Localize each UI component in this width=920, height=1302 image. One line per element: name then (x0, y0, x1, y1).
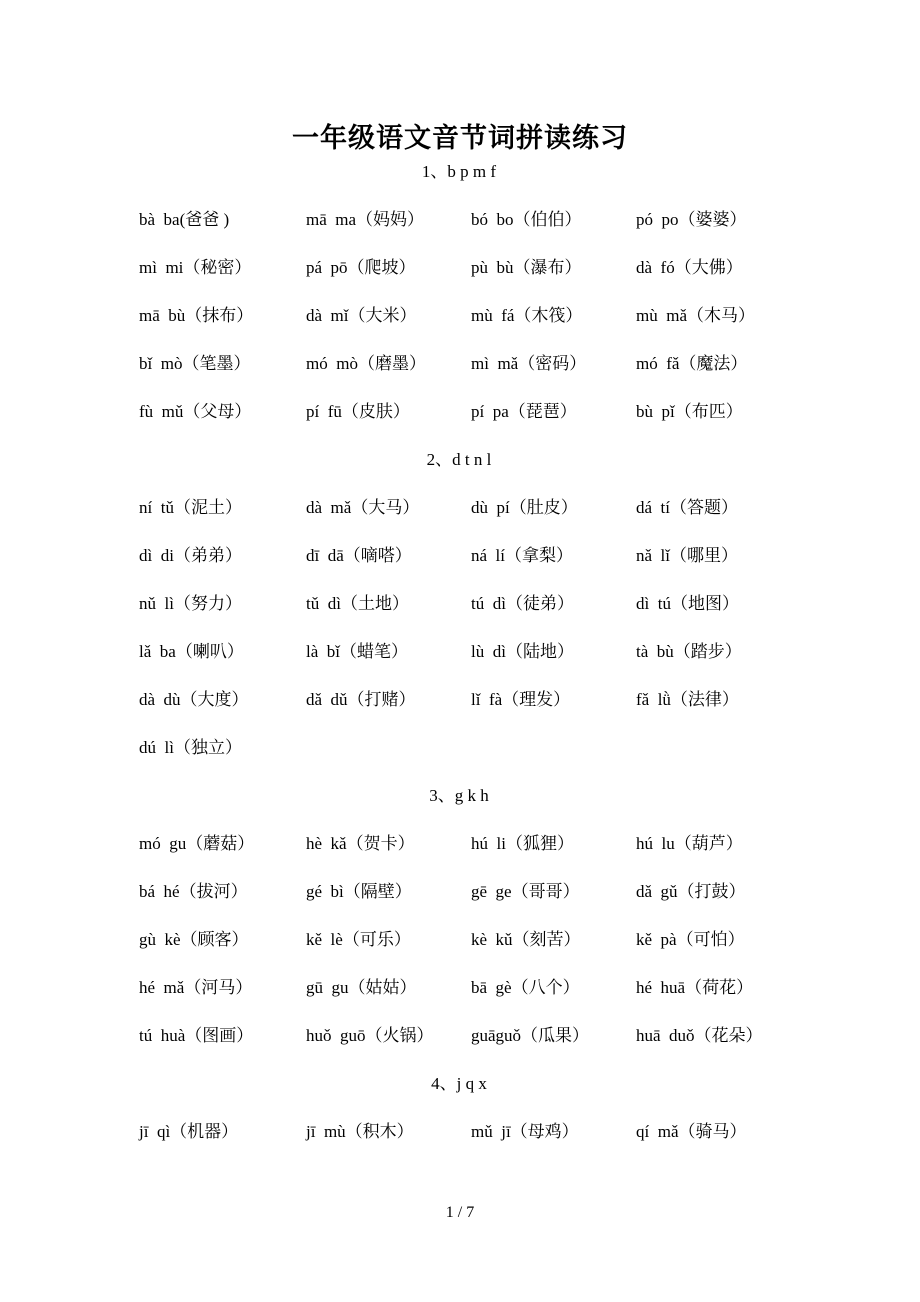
pinyin-word: dá tí（答题） (636, 498, 738, 517)
pinyin-word: pá pō（爬坡） (306, 258, 416, 277)
word-row (139, 388, 819, 436)
document-title: 一年级语文音节词拼读练习 (292, 123, 628, 153)
pinyin-word: fǎ lǜ（法律） (636, 690, 739, 709)
pinyin-word: tú huà（图画） (139, 1026, 254, 1045)
pinyin-word: pó po（婆婆） (636, 210, 747, 229)
word-row (139, 244, 819, 292)
section-heading: 4、j q x (431, 1074, 487, 1093)
pinyin-word: bó bo（伯伯） (471, 210, 582, 229)
pinyin-word: kě lè（可乐） (306, 930, 411, 949)
pinyin-word: mù mǎ（木马） (636, 306, 755, 325)
pinyin-word: tǔ dì（土地） (306, 594, 409, 613)
pinyin-word: gū gu（姑姑） (306, 978, 417, 997)
pinyin-word: là bǐ（蜡笔） (306, 642, 408, 661)
pinyin-word: tà bù（踏步） (636, 642, 742, 661)
pinyin-word: gē ge（哥哥） (471, 882, 580, 901)
pinyin-word: dù pí（肚皮） (471, 498, 578, 517)
section-heading: 3、g k h (429, 786, 489, 805)
word-row (139, 484, 819, 532)
pinyin-word: hé huā（荷花） (636, 978, 754, 997)
word-row (139, 820, 819, 868)
pinyin-word: dà fó（大佛） (636, 258, 743, 277)
pinyin-word: mì mǎ（密码） (471, 354, 587, 373)
pinyin-word: mì mi（秘密） (139, 258, 252, 277)
pinyin-word: lǎ ba（喇叭） (139, 642, 244, 661)
pinyin-word: mó gu（蘑菇） (139, 834, 255, 853)
pinyin-word: pí fū（皮肤） (306, 402, 410, 421)
word-row (139, 340, 819, 388)
pinyin-word: nǔ lì（努力） (139, 594, 242, 613)
pinyin-word: bǐ mò（笔墨） (139, 354, 251, 373)
pinyin-word: mù fá（木筏） (471, 306, 583, 325)
pinyin-word: ná lí（拿梨） (471, 546, 573, 565)
pinyin-word: jī qì（机器） (139, 1122, 239, 1141)
pinyin-word: kè kǔ（刻苦） (471, 930, 581, 949)
pinyin-word: bù pǐ（布匹） (636, 402, 743, 421)
word-row (139, 292, 819, 340)
pinyin-word: mó mò（磨墨） (306, 354, 426, 373)
word-row (139, 916, 819, 964)
pinyin-word: dì tú（地图） (636, 594, 739, 613)
word-row (139, 868, 819, 916)
pinyin-word: dǎ dǔ（打赌） (306, 690, 416, 709)
pinyin-word: tú dì（徒弟） (471, 594, 574, 613)
pinyin-word: hú lu（葫芦） (636, 834, 743, 853)
pinyin-word: hè kǎ（贺卡） (306, 834, 415, 853)
word-row (139, 964, 819, 1012)
pinyin-word: huǒ guō（火锅） (306, 1026, 434, 1045)
pinyin-word: mǔ jī（母鸡） (471, 1122, 579, 1141)
page-number: 1 / 7 (445, 1204, 475, 1221)
pinyin-word: dǎ gǔ（打鼓） (636, 882, 746, 901)
pinyin-word: dà mǎ（大马） (306, 498, 420, 517)
pinyin-word: guāguǒ（瓜果） (471, 1026, 590, 1045)
pinyin-word: fù mǔ（父母） (139, 402, 252, 421)
pinyin-word: bà ba(爸爸 ) (139, 210, 230, 229)
pinyin-word: dà dù（大度） (139, 690, 249, 709)
pinyin-word: dà mǐ（大米） (306, 306, 417, 325)
section-heading: 2、d t n l (426, 450, 492, 469)
word-row (139, 580, 819, 628)
word-row (139, 1012, 819, 1060)
pinyin-word: kě pà（可怕） (636, 930, 745, 949)
pinyin-word: gé bì（隔壁） (306, 882, 412, 901)
word-row (139, 196, 819, 244)
pinyin-word: pù bù（瀑布） (471, 258, 582, 277)
pinyin-word: dì di（弟弟） (139, 546, 242, 565)
pinyin-word: hú li（狐狸） (471, 834, 574, 853)
word-row (139, 1108, 819, 1156)
pinyin-word: gù kè（顾客） (139, 930, 249, 949)
pinyin-word: mó fǎ（魔法） (636, 354, 748, 373)
pinyin-word: huā duǒ（花朵） (636, 1026, 763, 1045)
word-row (139, 532, 819, 580)
pinyin-word: nǎ lǐ（哪里） (636, 546, 738, 565)
exercise-list (139, 148, 819, 1156)
pinyin-word: qí mǎ（骑马） (636, 1122, 747, 1141)
pinyin-word: ní tǔ（泥土） (139, 498, 242, 517)
pinyin-word: lù dì（陆地） (471, 642, 574, 661)
word-row (139, 676, 819, 724)
pinyin-word: bá hé（拔河） (139, 882, 248, 901)
pinyin-word: pí pa（琵琶） (471, 402, 577, 421)
pinyin-word: hé mǎ（河马） (139, 978, 253, 997)
word-row (139, 724, 819, 772)
word-row (139, 628, 819, 676)
pinyin-word: dī dā（嘀嗒） (306, 546, 412, 565)
pinyin-word: lǐ fà（理发） (471, 690, 571, 709)
section-heading: 1、b p m f (421, 162, 497, 181)
pinyin-word: dú lì（独立） (139, 738, 242, 757)
pinyin-word: jī mù（积木） (306, 1122, 414, 1141)
pinyin-word: mā bù（抹布） (139, 306, 254, 325)
pinyin-word: mā ma（妈妈） (306, 210, 425, 229)
pinyin-word: bā gè（八个） (471, 978, 580, 997)
